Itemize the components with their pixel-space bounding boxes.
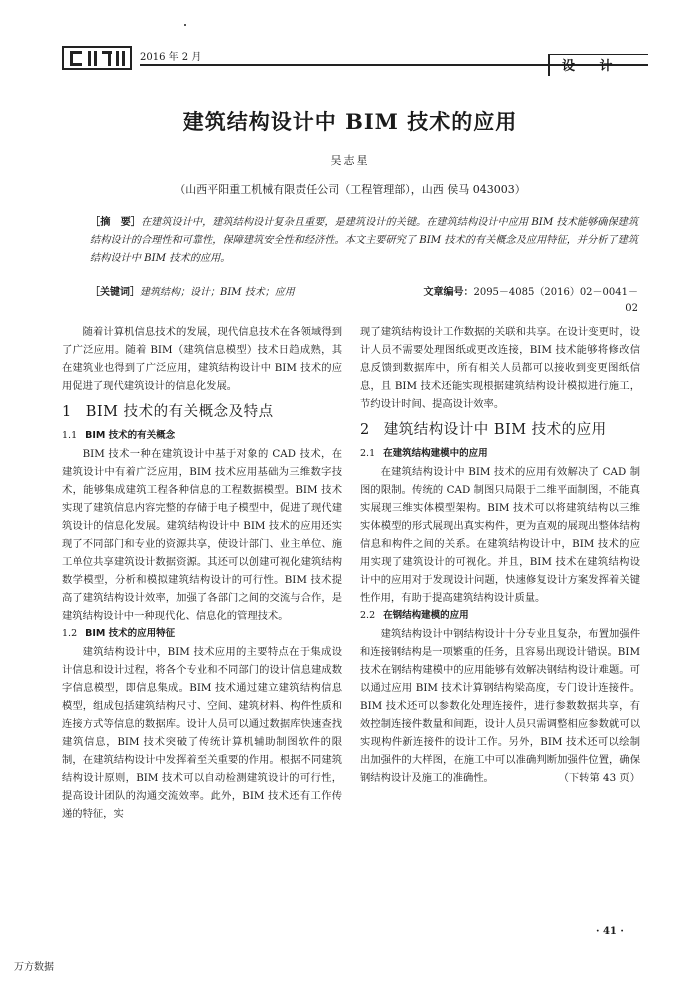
section-label: 设 计 [562, 59, 623, 74]
body-column-left [62, 323, 342, 823]
issue-date: 2016 年 2 月 [140, 52, 202, 63]
section-1-number: 1 [62, 404, 72, 420]
journal-header [62, 42, 652, 76]
article-title: 建筑结构设计中 BIM 技术的应用 [182, 109, 518, 134]
abstract-label: ［摘 要］ [90, 216, 141, 228]
article-number-label: 文章编号： [423, 287, 474, 298]
section-2-heading [360, 419, 640, 441]
section-1-heading [62, 401, 342, 423]
section-2-2-number: 2.2 [360, 610, 376, 621]
section-1-1-number: 1.1 [62, 430, 78, 441]
article-author: 吴志星 [330, 154, 370, 167]
section-2-number: 2 [360, 422, 370, 438]
page-number: · 41 · [596, 926, 624, 937]
continued-note: （下转第 43 页） [558, 772, 640, 784]
section-2-2-title: 在钢结构建模的应用 [383, 610, 469, 621]
section-1-2-title: BIM 技术的应用特征 [85, 628, 176, 639]
article-number-value: 2095－4085（2016）02－0041－02 [473, 287, 638, 314]
section-1-2-continuation: 现了建筑结构设计工作数据的关联和共享。在设计变更时，设计人员不需要处理图纸或更改连接，BIM 技术能够将修改信息反馈到数据库中，所有相关人员都可以接收到变更图纸信息，且 BIM 技术还能实现根据建筑结构设计模拟进行施工，节约设计时间、提高设计效率。 [360, 326, 640, 410]
intro-paragraph: 随着计算机信息技术的发展，现代信息技术在各领域得到了广泛应用。随着 BIM（建筑信息模型）技术日趋成熟，其在建筑业也得到了广泛应用，建筑结构设计中 BIM 技术的应用促进了现代建筑设计的信息化发展。 [62, 326, 342, 392]
section-2-2-text: 建筑结构设计中钢结构设计十分专业且复杂，布置加强件和连接钢结构是一项繁重的任务，且容易出现设计错误。BIM 技术在钢结构建模中的应用能够有效解决钢结构设计难题。可以通过应用 BIM 技术计算钢结构梁高度，专门设计连接件。BIM 技术还可以参数化处理连接件，进行参数数据共享，有效控制连接件数量和间距，设计人员只需调整相应参数就可以实现构件新连接件的设计工作。另外，BIM 技术还可以绘制出加强件的大样图，在施工中可以准确判断加强件位置，确保钢结构设计及施工的准确性。 [360, 628, 640, 784]
abstract-text: 在建筑设计中，建筑结构设计复杂且重要，是建筑设计的关键。在建筑结构设计中应用 BIM 技术能够确保建筑结构设计的合理性和可靠性，保障建筑安全性和经济性。本文主要研究了 BIM 技术的有关概念及应用特征，并分析了建筑结构设计中 BIM 技术的应用。 [90, 217, 639, 264]
keywords-text: 建筑结构；设计；BIM 技术；应用 [140, 287, 295, 298]
footer-source: 万方数据 [14, 962, 54, 973]
keywords-label: ［关键词］ [90, 287, 140, 298]
scan-dot [184, 24, 186, 26]
section-2-1-paragraph: 在建筑结构设计中 BIM 技术的应用有效解决了 CAD 制图的限制。传统的 CAD 制图只局限于二维平面制图，不能真实展现三维实体模型架构。BIM 技术可以将建筑结构以三维实体模型的形式展现出真实构件，更为直观的展现出整体结构信息和构件之间的关系。在建筑结构设计中，BIM 技术的应用实现了建筑设计的可视化。并且，BIM 技术在建筑结构设计中的应用对于发现设计问题，快速修复设计方案发挥着关键性作用，有助于提高建筑结构设计质量。 [360, 466, 640, 604]
section-1-1-heading [62, 427, 342, 445]
section-1-title: BIM 技术的有关概念及特点 [85, 404, 274, 420]
section-1-2-number: 1.2 [62, 628, 78, 639]
section-2-1-number: 2.1 [360, 448, 376, 459]
journal-logo-icon [62, 46, 132, 70]
section-1-2-heading [62, 625, 342, 643]
author-affiliation: （山西平阳重工机械有限责任公司（工程管理部），山西 侯马 043003） [174, 183, 526, 196]
abstract [90, 213, 638, 268]
section-2-1-heading [360, 445, 640, 463]
section-2-2-paragraph [360, 625, 640, 787]
section-1-1-title: BIM 技术的有关概念 [85, 430, 176, 441]
section-1-2-paragraph: 建筑结构设计中，BIM 技术应用的主要特点在于集成设计信息和设计过程，将各个专业和不同部门的设计信息建成数字信息模型，即信息集成。BIM 技术通过建立建筑结构信息模型，组成包括建筑结构尺寸、空间、建筑材料、构件性质和连接方式等信息的数据库。设计人员可以通过数据库快速查找建筑信息，BIM 技术突破了传统计算机辅助制图软件的限制，在建筑结构设计中发挥着至关重要的作用。根据不同建筑结构设计原则，BIM 技术可以自动检测建筑设计的可行性，提高设计团队的沟通交流效率。此外，BIM 技术还有工作传递的特征，实 [62, 646, 342, 820]
section-1-1-paragraph: BIM 技术一种在建筑设计中基于对象的 CAD 技术，在建筑设计中有着广泛应用，BIM 技术应用基础为三维数字技术，能够集成建筑工程各种信息的工程数据模型。BIM 技术实现了建筑信息内容完整的存储于电子模型中，促进了现代建筑设计的信息化发展。建筑结构设计中 BIM 技术的应用还实现了不同部门和专业的资源共享，使设计部门、业主单位、施工单位共享建筑设计数据资源。其还可以创建可视化建筑结构数学模型，分析和模拟建筑结构设计的可行性。BIM 技术提高了建筑结构设计效率，加强了各部门之间的交流与合作，是建筑结构设计中一种现代化、信息化的管理技术。 [62, 448, 342, 622]
section-2-2-heading [360, 607, 640, 625]
article-number [415, 285, 638, 317]
section-2-title: 建筑结构设计中 BIM 技术的应用 [383, 422, 607, 438]
section-2-1-title: 在建筑结构建模中的应用 [383, 448, 488, 459]
body-column-right [360, 323, 640, 787]
